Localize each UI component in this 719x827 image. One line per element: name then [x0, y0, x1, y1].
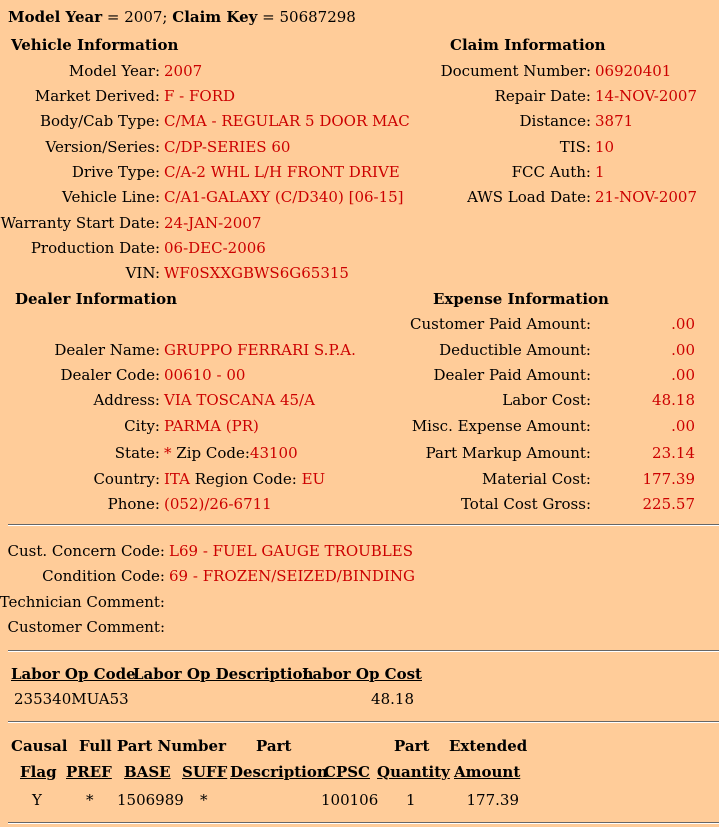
city-label: City: — [124, 417, 160, 435]
claim-value: 21-NOV-2007 — [595, 188, 698, 206]
parts-header-suff: SUFF — [182, 763, 228, 781]
dealer-name-value: GRUPPO FERRARI S.P.A. — [164, 341, 356, 359]
country-region — [164, 470, 325, 488]
zip-label: Zip Code: — [171, 444, 250, 462]
expense-label: Dealer Paid Amount: — [433, 366, 591, 384]
vehicle-label: Model Year: — [68, 62, 160, 80]
vehicle-label: Vehicle Line: — [62, 188, 160, 206]
city-value: PARMA (PR) — [164, 417, 259, 435]
part-quantity: 1 — [406, 791, 416, 809]
parts-group-extended: Extended — [449, 737, 528, 755]
parts-header-cpsc: CPSC — [324, 763, 370, 781]
expense-value: 177.39 — [642, 470, 695, 488]
labor-op-cost: 48.18 — [371, 690, 414, 708]
divider — [8, 524, 719, 526]
dealer-info-title: Dealer Information — [15, 290, 178, 308]
expense-info-title: Expense Information — [433, 290, 609, 308]
part-amount: 177.39 — [466, 791, 519, 809]
phone-value: (052)/26-6711 — [164, 495, 272, 513]
model-year-value: = 2007; — [102, 8, 173, 26]
parts-group-causal: Causal — [11, 737, 68, 755]
expense-value: .00 — [671, 315, 695, 333]
vehicle-label: Warranty Start Date: — [0, 214, 160, 232]
parts-header-quantity: Quantity — [377, 763, 450, 781]
expense-value: 225.57 — [642, 495, 695, 513]
state-value: * — [164, 444, 172, 462]
parts-header-flag: Flag — [20, 763, 57, 781]
zip-value: 43100 — [249, 444, 298, 462]
part-flag: Y — [32, 791, 42, 809]
vehicle-label: Production Date: — [30, 239, 160, 257]
expense-label: Material Cost: — [482, 470, 591, 488]
parts-header-base: BASE — [124, 763, 171, 781]
part-base: 1506989 — [117, 791, 184, 809]
claim-value: 3871 — [595, 112, 634, 130]
claim-label: FCC Auth: — [511, 163, 591, 181]
expense-label: Total Cost Gross: — [460, 495, 591, 513]
divider — [8, 650, 719, 652]
parts-group-full-part-number: Full Part Number — [79, 737, 226, 755]
claim-value: 10 — [595, 138, 615, 156]
part-suff: * — [200, 791, 208, 809]
vehicle-value: C/MA - REGULAR 5 DOOR MAC — [164, 112, 410, 130]
labor-header-description: Labor Op Description — [133, 665, 314, 683]
condition-label: Condition Code: — [42, 567, 165, 585]
vehicle-value: C/A1-GALAXY (C/D340) [06-15] — [164, 188, 404, 206]
parts-group-part: Part — [256, 737, 292, 755]
vehicle-value: F - FORD — [164, 87, 236, 105]
vehicle-value: 2007 — [164, 62, 203, 80]
claim-label: Distance: — [519, 112, 591, 130]
parts-header-amount: Amount — [454, 763, 521, 781]
region-label: Region Code: — [189, 470, 302, 488]
vehicle-value: C/A-2 WHL L/H FRONT DRIVE — [164, 163, 400, 181]
claim-value: 06920401 — [595, 62, 672, 80]
country-value: ITA — [164, 470, 190, 488]
claim-key-label: Claim Key — [172, 8, 258, 26]
parts-header-description: Description — [230, 763, 328, 781]
claim-value: 14-NOV-2007 — [595, 87, 698, 105]
vehicle-info-title: Vehicle Information — [11, 36, 179, 54]
state-zip — [164, 444, 298, 462]
page-header — [8, 8, 356, 26]
divider — [8, 721, 719, 723]
model-year-label: Model Year — [8, 8, 103, 26]
claim-value: 1 — [595, 163, 605, 181]
divider — [8, 822, 719, 824]
dealer-code-value: 00610 - 00 — [164, 366, 246, 384]
claim-label: AWS Load Date: — [467, 188, 591, 206]
claim-key-value: = 50687298 — [257, 8, 356, 26]
vehicle-label: Body/Cab Type: — [40, 112, 160, 130]
state-label: State: — [114, 444, 160, 462]
country-label: Country: — [93, 470, 160, 488]
customer-comment-label: Customer Comment: — [7, 618, 165, 636]
expense-label: Labor Cost: — [502, 391, 591, 409]
claim-label: TIS: — [559, 138, 591, 156]
technician-comment-label: Technician Comment: — [0, 593, 165, 611]
vehicle-label: Market Derived: — [34, 87, 160, 105]
vehicle-label: VIN: — [125, 264, 160, 282]
part-cpsc: 100106 — [321, 791, 379, 809]
dealer-code-label: Dealer Code: — [60, 366, 160, 384]
region-value: EU — [301, 470, 326, 488]
vehicle-value: C/DP-SERIES 60 — [164, 138, 291, 156]
vehicle-label: Drive Type: — [71, 163, 160, 181]
address-value: VIA TOSCANA 45/A — [164, 391, 315, 409]
claim-label: Document Number: — [440, 62, 591, 80]
vehicle-label: Version/Series: — [45, 138, 160, 156]
expense-value: .00 — [671, 417, 695, 435]
labor-header-code: Labor Op Code — [11, 665, 136, 683]
expense-value: 48.18 — [652, 391, 695, 409]
parts-group-part-quantity: Part — [394, 737, 430, 755]
claim-info-title: Claim Information — [450, 36, 606, 54]
parts-header-pref: PREF — [66, 763, 112, 781]
claim-label: Repair Date: — [494, 87, 591, 105]
expense-label: Misc. Expense Amount: — [411, 417, 591, 435]
dealer-name-label: Dealer Name: — [54, 341, 160, 359]
expense-label: Part Markup Amount: — [425, 444, 591, 462]
vin-value: WF0SXXGBWS6G65315 — [164, 264, 349, 282]
expense-label: Customer Paid Amount: — [410, 315, 591, 333]
expense-label: Deductible Amount: — [439, 341, 591, 359]
part-pref: * — [86, 791, 94, 809]
labor-header-cost: Labor Op Cost — [302, 665, 422, 683]
labor-op-code: 235340MUA53 — [14, 690, 129, 708]
expense-value: 23.14 — [652, 444, 695, 462]
address-label: Address: — [93, 391, 160, 409]
vehicle-value: 06-DEC-2006 — [164, 239, 266, 257]
cust-concern-label: Cust. Concern Code: — [7, 542, 165, 560]
expense-value: .00 — [671, 341, 695, 359]
expense-value: .00 — [671, 366, 695, 384]
cust-concern-value: L69 - FUEL GAUGE TROUBLES — [169, 542, 413, 560]
vehicle-value: 24-JAN-2007 — [164, 214, 262, 232]
phone-label: Phone: — [107, 495, 160, 513]
condition-value: 69 - FROZEN/SEIZED/BINDING — [169, 567, 415, 585]
